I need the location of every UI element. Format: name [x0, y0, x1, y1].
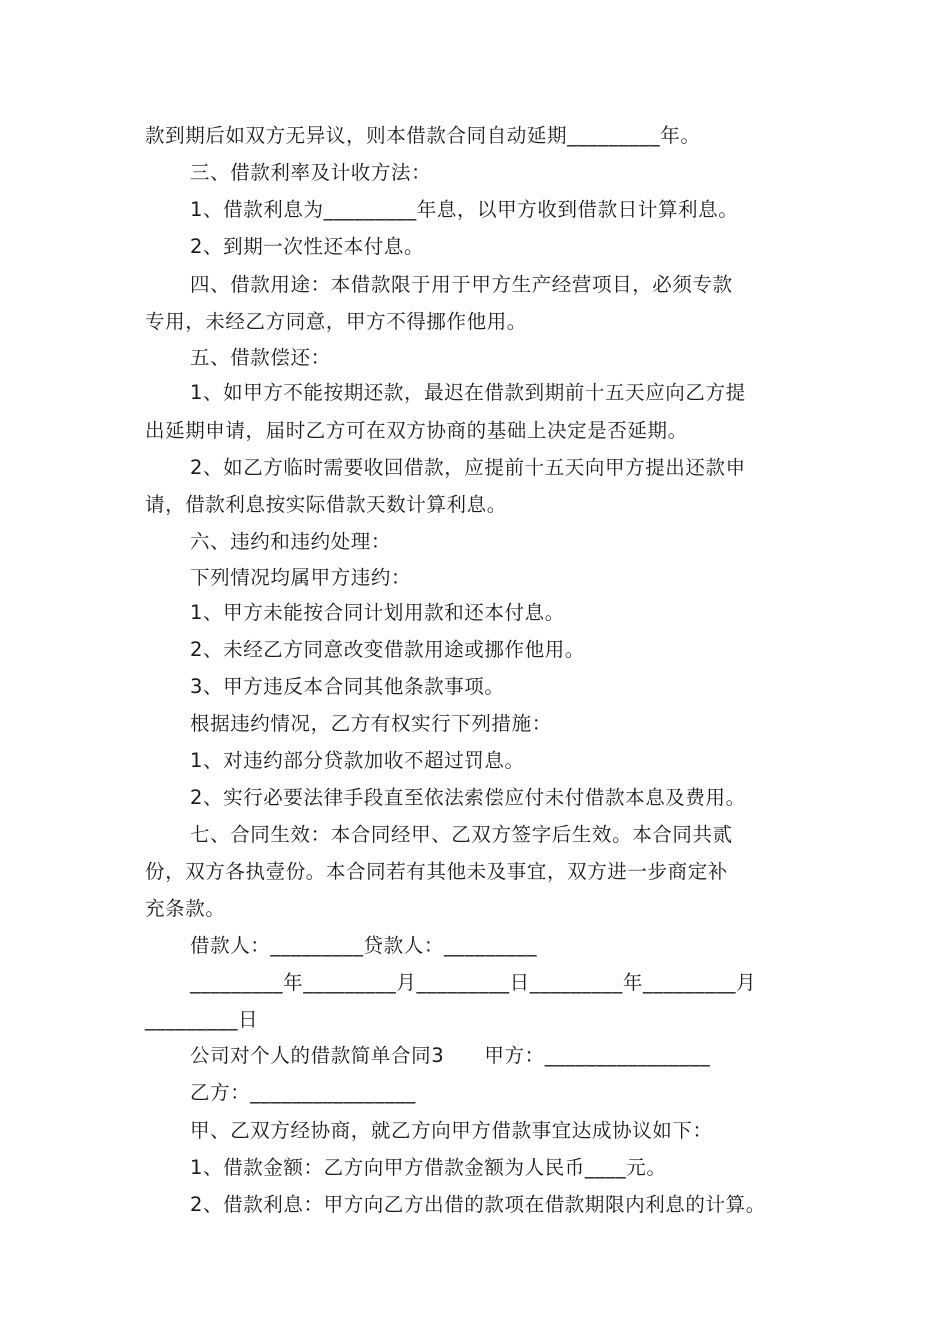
date-line: _________日 [145, 1008, 259, 1031]
text-line: 2、到期一次性还本付息。 [190, 235, 425, 258]
text-line: 甲、乙双方经协商，就乙方向甲方借款事宜达成协议如下： [190, 1119, 713, 1142]
section-heading: 三、借款利率及计收方法： [190, 161, 432, 184]
text-line: 1、甲方未能按合同计划用款和还本付息。 [190, 601, 565, 624]
signature-line: 借款人：_________贷款人：_________ [190, 934, 538, 957]
section-heading: 六、违约和违约处理： [190, 530, 392, 553]
text-line: 专用，未经乙方同意，甲方不得挪作他用。 [145, 310, 527, 333]
text-line: 1、对违约部分贷款加收不超过罚息。 [190, 749, 525, 772]
text-line: 充条款。 [145, 897, 226, 920]
party-line: 乙方：________________ [190, 1081, 416, 1104]
text-line: 根据违约情况，乙方有权实行下列措施： [190, 712, 552, 735]
text-line: 2、如乙方临时需要收回借款，应提前十五天向甲方提出还款申 [190, 456, 746, 479]
text-line: 2、借款利息：甲方向乙方出借的款项在借款期限内利息的计算。 [190, 1193, 766, 1216]
text-line: 2、未经乙方同意改变借款用途或挪作他用。 [190, 638, 585, 661]
text-line: 份，双方各执壹份。本合同若有其他未及事宜，双方进一步商定补 [145, 860, 728, 883]
section-heading: 五、借款偿还： [190, 346, 331, 369]
contract-title-line: 公司对个人的借款简单合同3 甲方：________________ [190, 1044, 711, 1067]
text-line: 下列情况均属甲方违约： [190, 566, 412, 589]
text-line: 1、借款利息为_________年息，以甲方收到借款日计算利息。 [190, 198, 739, 221]
date-line: _________年_________月_________日_________年_________月 [190, 971, 757, 994]
text-line: 出延期申请，届时乙方可在双方协商的基础上决定是否延期。 [145, 419, 688, 442]
section-heading: 四、借款用途：本借款限于用于甲方生产经营项目，必须专款 [190, 273, 733, 296]
section-heading: 七、合同生效：本合同经甲、乙双方签字后生效。本合同共贰 [190, 823, 733, 846]
text-line: 1、借款金额：乙方向甲方借款金额为人民币____元。 [190, 1156, 667, 1179]
text-line: 1、如甲方不能按期还款，最迟在借款到期前十五天应向乙方提 [190, 381, 746, 404]
text-line: 3、甲方违反本合同其他条款事项。 [190, 675, 505, 698]
text-line: 2、实行必要法律手段直至依法索偿应付未付借款本息及费用。 [190, 786, 746, 809]
text-line: 请，借款利息按实际借款天数计算利息。 [145, 493, 507, 516]
text-line: 款到期后如双方无异议，则本借款合同自动延期_________年。 [145, 124, 701, 147]
